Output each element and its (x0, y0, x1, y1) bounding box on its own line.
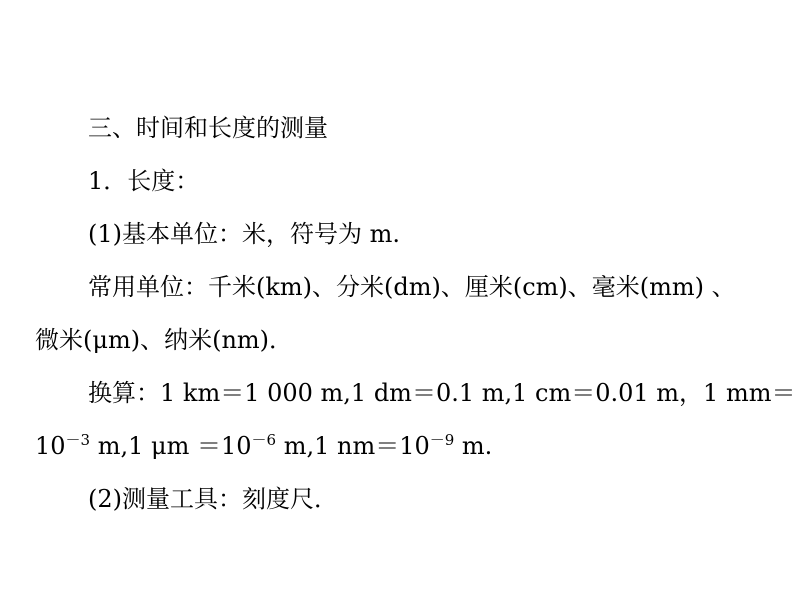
conversion-text-part-1: 10 (35, 432, 66, 460)
measuring-tool-text: (2)测量工具：刻度尺． (88, 485, 338, 513)
conversion-line-2 (35, 431, 775, 461)
conversion-text-part-4: m. (454, 432, 493, 460)
item-1-length: 1．长度： (88, 167, 200, 195)
conversion-text-part-2: m,1 μm ＝10 (90, 432, 252, 460)
basic-unit-text: (1)基本单位：米，符号为 m. (88, 220, 401, 248)
common-units-line-2: 微米(μm)、纳米(nm)． (35, 326, 294, 354)
exponent-minus-9: －9 (429, 431, 455, 449)
conversion-text-part-3: m,1 nm＝10 (276, 432, 430, 460)
section-heading: 三、时间和长度的测量 (88, 114, 328, 142)
exponent-minus-3: －3 (65, 431, 91, 449)
exponent-minus-6: －6 (251, 431, 277, 449)
common-units-line-1: 常用单位：千米(km)、分米(dm)、厘米(cm)、毫米(mm) 、 (88, 273, 736, 301)
conversion-line-1: 换算：1 km＝1 000 m,1 dm＝0.1 m,1 cm＝0.01 m，1 mm＝ (88, 379, 796, 407)
